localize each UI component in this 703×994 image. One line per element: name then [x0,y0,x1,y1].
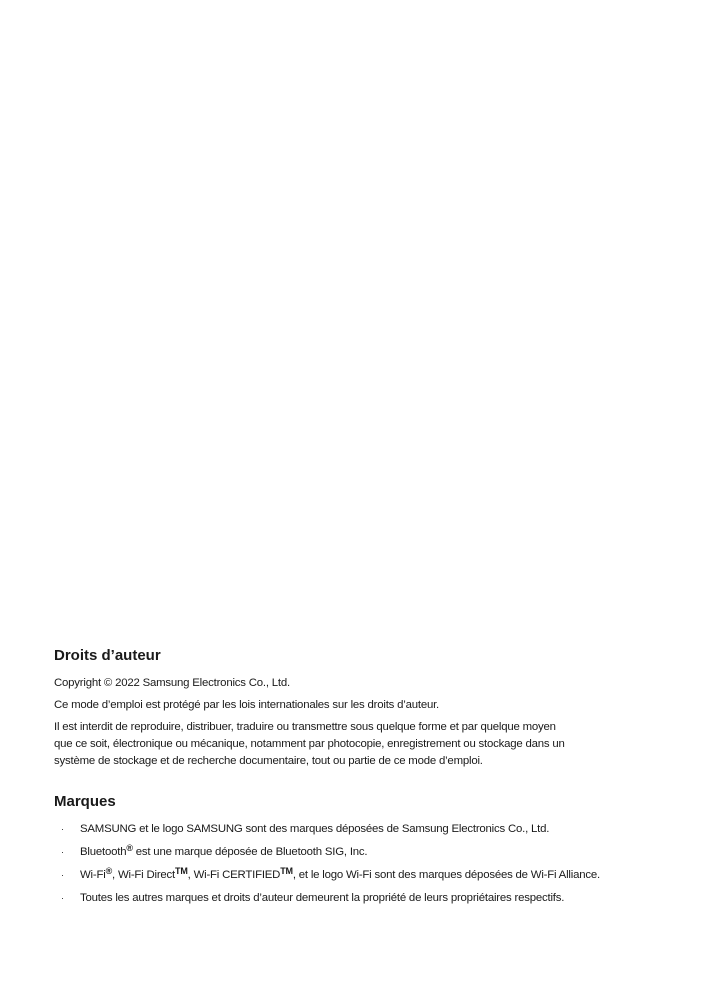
trademark-samsung-text: SAMSUNG et le logo SAMSUNG sont des marques déposées de Samsung Electronics Co., Ltd. [80,823,550,835]
registered-mark: ® [126,843,133,853]
list-item [54,890,654,907]
trademark-wifi-text: , et le logo Wi-Fi sont des marques déposées de Wi-Fi Alliance. [292,869,600,881]
copyright-section [54,646,654,770]
copyright-heading: Droits d’auteur [54,647,161,664]
trademarks-list [54,821,654,907]
copyright-restriction-line-2: que ce soit, électronique ou mécanique, notamment par photocopie, enregistrement ou stockage dans un [54,738,565,750]
trademarks-section [54,792,654,907]
trademark-other-text: Toutes les autres marques et droits d’auteur demeurent la propriété de leurs propriétaires respectifs. [80,892,565,904]
trademark-bluetooth-text: est une marque déposée de Bluetooth SIG, Inc. [132,846,368,858]
trademark-wifi-certified-name: , Wi-Fi CERTIFIED [187,869,281,881]
list-item [54,867,654,884]
bullet-icon: · [61,824,64,834]
trademark-bluetooth-name: Bluetooth [80,846,127,858]
bullet-icon: · [61,847,64,857]
bullet-icon: · [61,870,64,880]
copyright-notice: Copyright © 2022 Samsung Electronics Co., Ltd. [54,677,290,689]
list-item [54,844,654,861]
trademark-wifi-name: Wi-Fi [80,869,106,881]
trademarks-heading: Marques [54,793,116,810]
legal-notice [54,646,654,913]
list-item [54,821,654,838]
copyright-restriction-line-3: système de stockage et de recherche documentaire, tout ou partie de ce mode d’emploi. [54,755,483,767]
trademark-mark: TM [280,866,293,876]
bullet-icon: · [61,893,64,903]
trademark-mark: TM [175,866,188,876]
copyright-restriction-line-1: Il est interdit de reproduire, distribuer, traduire ou transmettre sous quelque forme et par quelque moyen [54,721,556,733]
trademark-wifi-direct-name: , Wi-Fi Direct [112,869,176,881]
copyright-restriction-text [54,719,654,770]
copyright-protection-text: Ce mode d’emploi est protégé par les lois internationales sur les droits d’auteur. [54,699,440,711]
registered-mark: ® [105,866,113,876]
